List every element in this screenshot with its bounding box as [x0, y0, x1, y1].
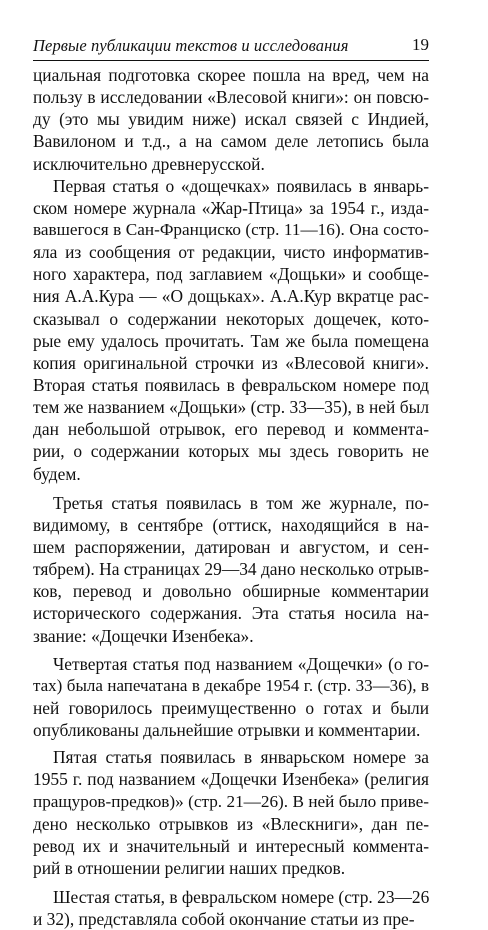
text-line: исторического содержания. Эта статья носила на-: [33, 603, 429, 624]
text-line: рии, о содержании которых мы здесь говорить не: [33, 441, 429, 462]
text-line: опубликованы дальнейшие отрывки и комментарии.: [33, 720, 421, 741]
text-line: Вавилоном и т.д., а на самом деле летопись была: [33, 131, 429, 152]
text-line: Четвертая статья под названием «Дощечки» (о го-: [53, 653, 429, 674]
text-line: яла из сообщения от редакции, чисто информатив-: [33, 242, 429, 263]
text-line: рые ему удалось прочитать. Там же была помещена: [33, 330, 429, 351]
paragraph: [33, 653, 429, 742]
text-line: пользу в исследовании «Влесовой книги»: он повсю-: [33, 87, 429, 108]
text-line: ду (это мы увидим ниже) искал связей с Индией,: [33, 109, 429, 130]
paragraph: [33, 64, 429, 175]
text-line: ния А.А.Кура — «О дощьках». А.А.Кур вкратце рас-: [33, 286, 429, 307]
body-text: [33, 64, 429, 930]
text-line: сказывал о содержании некоторых дощечек, кото-: [33, 308, 429, 329]
text-line: звание: «Дощечки Изенбека».: [33, 625, 254, 646]
paragraph: [33, 492, 429, 647]
text-line: ревод их и значительный и интересный коммента-: [33, 835, 429, 856]
text-line: Шестая статья, в февральском номере (стр. 23—26: [53, 887, 430, 908]
text-line: тах) была напечатана в декабре 1954 г. (стр. 33—36), в: [33, 675, 429, 695]
text-line: ного характера, под заглавием «Дощьки» и сообще-: [33, 264, 429, 285]
text-line: шем распоряжении, датирован и августом, и сен-: [33, 536, 429, 557]
text-line: и 32), представляла собой окончание статьи из пре-: [33, 909, 415, 930]
text-line: дан небольшой отрывок, его перевод и коммента-: [33, 419, 429, 440]
page-number: 19: [412, 35, 429, 54]
running-title: Первые публикации текстов и исследования: [33, 36, 349, 55]
paragraph-gap: [33, 485, 429, 492]
paragraph-gap: [33, 879, 429, 886]
text-line: циальная подготовка скорее пошла на вред, чем на: [33, 65, 429, 85]
text-line: ском номере журнала «Жар-Птица» за 1954 г., изда-: [33, 197, 429, 218]
text-line: Пятая статья появилась в январьском номере за: [53, 747, 429, 768]
text-line: Вторая статья появилась в февральском номере под: [33, 374, 429, 395]
text-line: исключительно древнерусской.: [33, 153, 265, 174]
text-line: тем же названием «Дощьки» (стр. 33—35), в ней был: [33, 397, 429, 418]
paragraph: [33, 886, 429, 930]
text-line: Первая статья о «дощечках» появилась в январь-: [53, 175, 429, 196]
running-header: [33, 36, 429, 61]
text-line: Третья статья появилась в том же журнале, по-: [53, 492, 429, 513]
paragraph: [33, 175, 429, 485]
text-line: будем.: [33, 463, 81, 484]
text-line: ней говорилось преимущественно о готах и были: [33, 697, 429, 718]
text-line: дено несколько отрывков из «Влескниги», дан пе-: [33, 813, 429, 834]
text-line: 1955 г. под названием «Дощечки Изенбека» (религия: [33, 769, 429, 790]
text-line: тябрем). На страницах 29—34 дано несколько отрыв-: [33, 559, 429, 580]
text-line: вавшегося в Сан-Франциско (стр. 11—16). Она состо-: [33, 219, 429, 239]
text-line: рий в отношении религии наших предков.: [33, 857, 346, 878]
text-line: ков, перевод и довольно обширные комментарии: [33, 581, 429, 602]
text-line: пращуров-предков)» (стр. 21—26). В ней было приве-: [33, 791, 429, 811]
text-line: копия оригинальной строчки из «Влесовой книги».: [33, 352, 429, 373]
text-line: видимому, в сентябре (оттиск, находящийся в на-: [33, 514, 429, 535]
paragraph: [33, 746, 429, 879]
